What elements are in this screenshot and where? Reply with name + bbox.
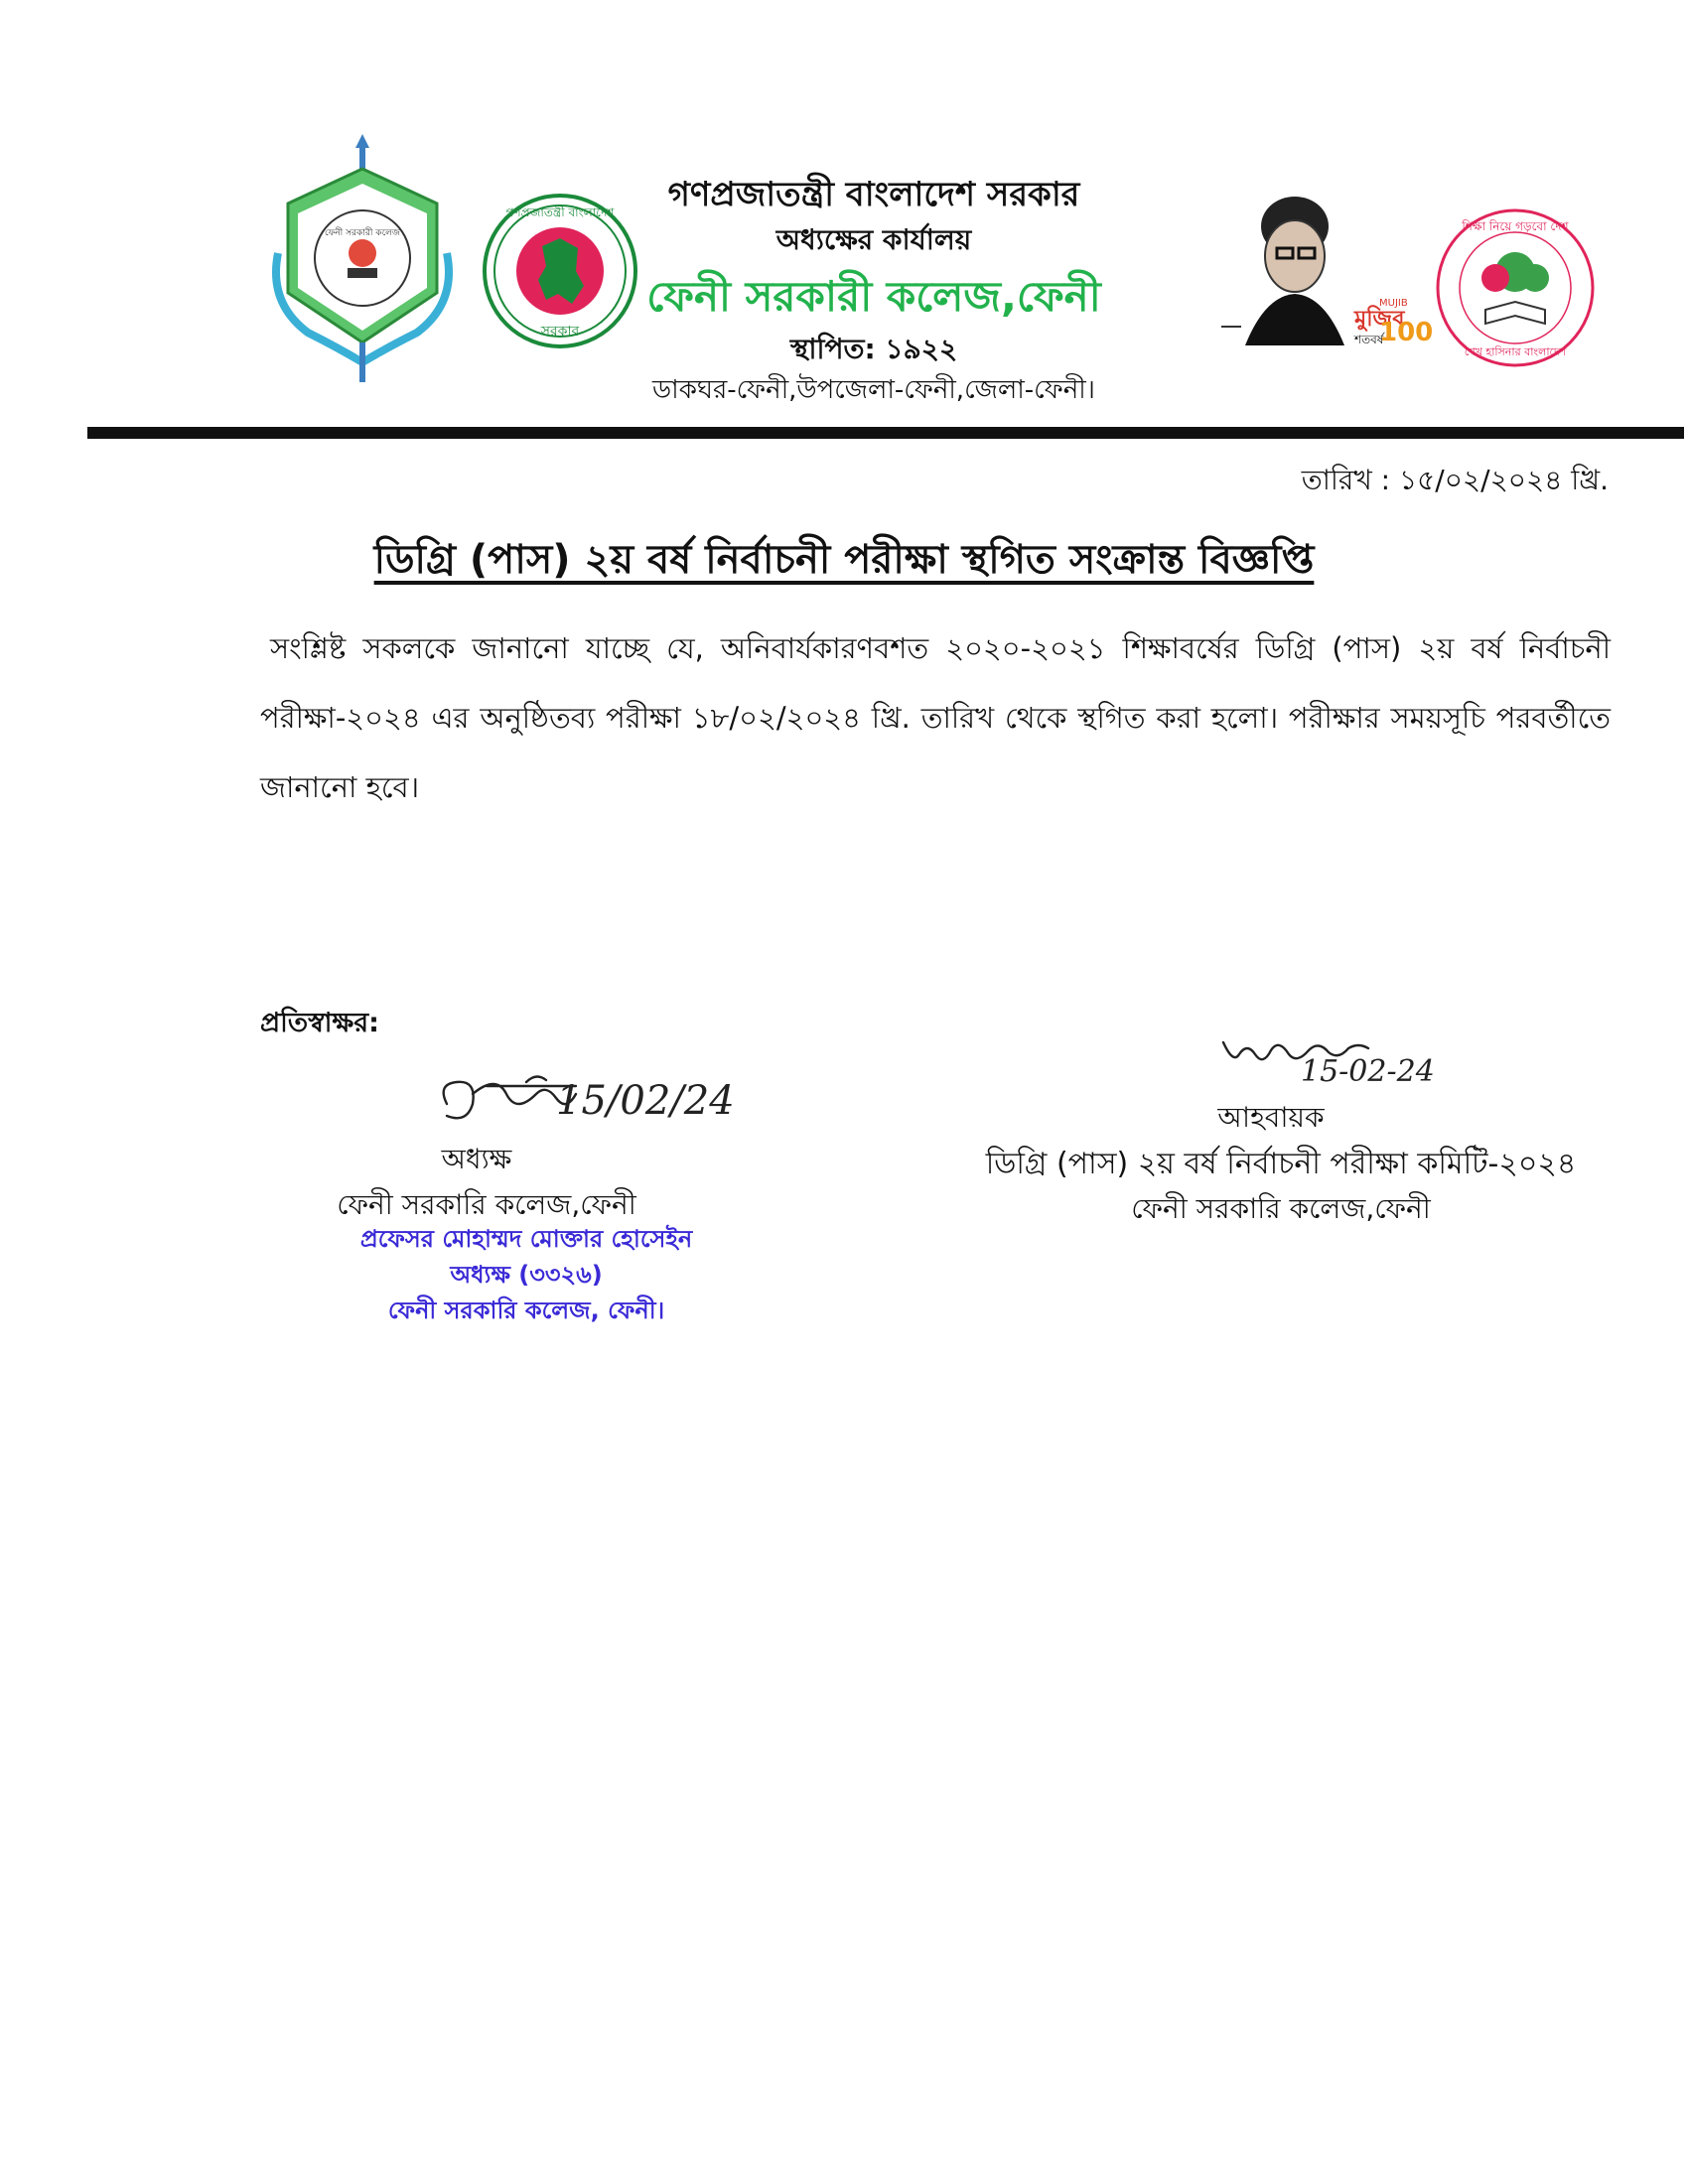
right-signature-college: ফেনী সরকারি কলেজ,ফেনী [1131,1192,1431,1225]
svg-text:MUJIB: MUJIB [1379,298,1408,309]
svg-text:গণপ্রজাতন্ত্রী বাংলাদেশ: গণপ্রজাতন্ত্রী বাংলাদেশ [505,205,615,219]
seal-college: ফেনী সরকারি কলেজ, ফেনী। [387,1297,665,1324]
svg-text:100: 100 [1379,318,1434,347]
notice-date: তারিখ : ১৫/০২/২০২৪ খ্রি. [1301,464,1609,496]
established-year: স্থাপিত: ১৯২২ [789,333,958,365]
svg-text:ফেনী সরকারী কলেজ: ফেনী সরকারী কলেজ [325,228,400,238]
notice-title: ডিগ্রি (পাস) ২য় বর্ষ নির্বাচনী পরীক্ষা স্থগিত সংক্রান্ত বিজ্ঞপ্তি [373,537,1315,583]
mujib-100-logo [1215,177,1434,355]
header-divider [87,427,1684,439]
government-name: গণপ্রজাতন্ত্রী বাংলাদেশ সরকার [667,175,1080,214]
college-name: ফেনী সরকারী কলেজ,ফেনী [646,272,1101,321]
principal-seal [328,1221,725,1328]
address: ডাকঘর-ফেনী,উপজেলা-ফেনী,জেলা-ফেনী। [652,375,1095,405]
right-signature-committee: ডিগ্রি (পাস) ২য় বর্ষ নির্বাচনী পরীক্ষা কমিটি-২০২৪ [985,1147,1577,1181]
education-seal [1434,206,1597,369]
left-signature-title: অধ্যক্ষ [441,1143,512,1175]
svg-text:শেখ হাসিনার বাংলাদেশ: শেখ হাসিনার বাংলাদেশ [1464,345,1567,358]
seal-name: প্রফেসর মোহাম্মদ মোক্তার হোসেইন [359,1225,693,1253]
countersign-label: প্রতিস্বাক্ষর: [260,1008,379,1038]
right-handwritten-signature [1219,1024,1517,1104]
office-name: অধ্যক্ষের কার্যালয় [775,223,972,256]
svg-text:শিক্ষা নিয়ে গড়বো দেশ: শিক্ষা নিয়ে গড়বো দেশ [1462,219,1569,233]
svg-text:সরকার: সরকার [540,324,580,340]
left-handwritten-signature [427,1064,755,1144]
left-signature-college: ফেনী সরকারি কলেজ,ফেনী [337,1188,636,1221]
right-signature-title: আহবায়ক [1217,1101,1325,1134]
seal-designation: অধ্যক্ষ (৩৩২৬) [450,1261,603,1289]
svg-text:মুজিব: মুজিব [1354,307,1405,332]
left-signature-date: 15/02/24 [556,1078,735,1124]
right-signature-date: 15-02-24 [1301,1054,1435,1089]
svg-text:শতবর্ষ: শতবর্ষ [1354,333,1384,346]
notice-body: সংশ্লিষ্ট সকলকে জানানো যাচ্ছে যে, অনিবার্যকারণবশত ২০২০-২০২১ শিক্ষাবর্ষের ডিগ্রি (পাস) ২য় বর্ষ নির্বাচনী পরীক্ষা-২০২৪ এর অনুষ্ঠিতব্য পরীক্ষা ১৮/০২/২০২৪ খ্রি. তারিখ থেকে স্থগিত করা হলো। পরীক্ষার সময়সূচি পরবর্তীতে জানানো হবে। [260,631,1611,804]
college-logo [268,134,457,382]
